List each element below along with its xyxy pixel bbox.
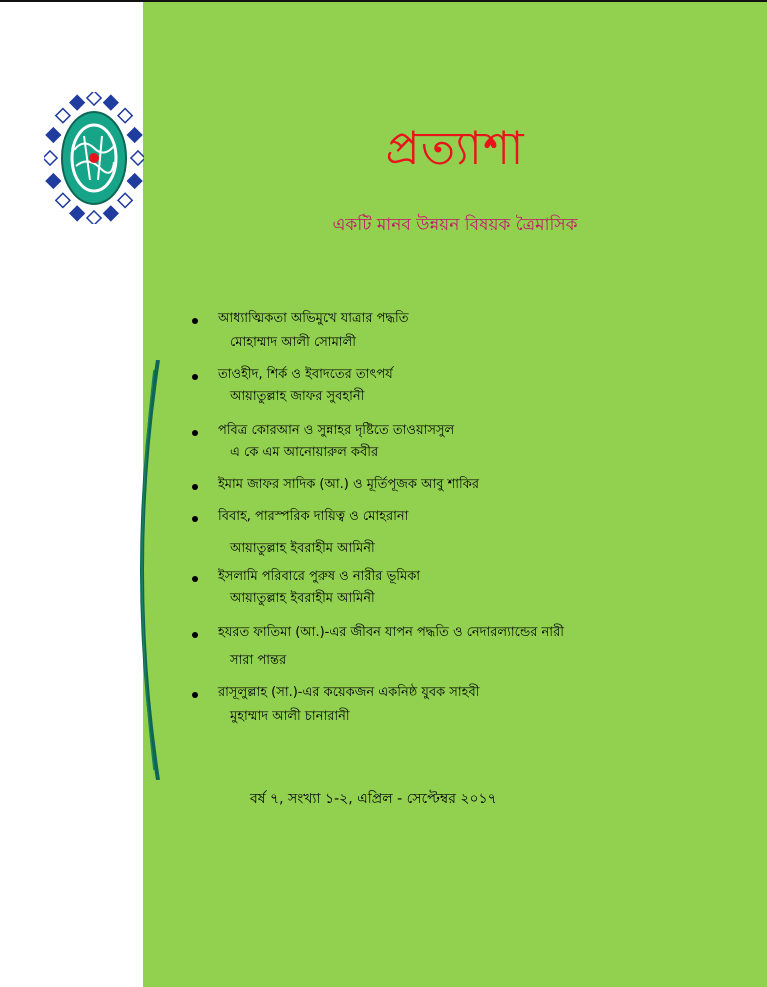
emblem-diamond xyxy=(118,109,132,123)
toc-item xyxy=(192,626,752,678)
emblem-diamond xyxy=(128,174,142,188)
bullet-icon xyxy=(192,430,198,436)
article-author: মুহাম্মাদ আলী চানারানী xyxy=(230,709,350,724)
issue-info: বর্ষ ৭, সংখ্যা ১-২, এপ্রিল - সেপ্টেম্বর ২০১৭ xyxy=(250,791,497,807)
emblem-diamond xyxy=(70,206,84,220)
emblem-logo xyxy=(44,92,144,224)
emblem-diamond xyxy=(56,193,70,207)
emblem-diamond xyxy=(46,128,60,142)
article-title: বিবাহ, পারস্পরিক দায়িত্ব ও মোহরানা xyxy=(218,509,409,524)
emblem-diamond xyxy=(118,193,132,207)
article-author: আয়াতুল্লাহ ইবরাহীম আমিনী xyxy=(230,541,375,556)
magazine-title: প্রত্যাশা xyxy=(385,121,525,175)
article-title: ইমাম জাফর সাদিক (আ.) ও মূর্তিপূজক আবু শাকির xyxy=(218,477,480,492)
toc-item xyxy=(192,424,752,476)
emblem-diamond xyxy=(46,174,60,188)
article-author: আয়াতুল্লাহ জাফর সুবহানী xyxy=(230,389,365,404)
article-author: সারা পান্তর xyxy=(230,653,287,668)
emblem-diamond xyxy=(87,92,101,105)
toc-item xyxy=(192,312,752,364)
emblem-red-dot xyxy=(89,153,99,163)
bullet-icon xyxy=(192,576,198,582)
bullet-icon xyxy=(192,516,198,522)
emblem-diamond xyxy=(56,109,70,123)
article-title: তাওহীদ, শির্ক ও ইবাদতের তাৎপর্য xyxy=(218,367,393,382)
emblem-diamond xyxy=(44,151,57,165)
toc-item xyxy=(192,510,752,562)
article-title: আধ্যাত্মিকতা অভিমুখে যাত্রার পদ্ধতি xyxy=(218,311,409,326)
article-title: ইসলামি পরিবারে পুরুষ ও নারীর ভূমিকা xyxy=(218,569,421,584)
article-title: রাসূলুল্লাহ (সা.)-এর কয়েকজন একনিষ্ঠ যুবক সাহবী xyxy=(218,685,480,700)
magazine-subtitle: একটি মানব উন্নয়ন বিষয়ক ত্রৈমাসিক xyxy=(332,215,578,235)
article-title: পবিত্র কোরআন ও সুন্নাহর দৃষ্টিতে তাওয়াসসুল xyxy=(218,423,455,438)
toc-item xyxy=(192,570,752,622)
article-author: মোহাম্মাদ আলী সোমালী xyxy=(230,335,356,350)
bullet-icon xyxy=(192,374,198,380)
toc-item xyxy=(192,368,752,420)
bullet-icon xyxy=(192,318,198,324)
bullet-icon xyxy=(192,484,198,490)
emblem-diamond xyxy=(104,206,118,220)
emblem-diamond xyxy=(70,95,84,109)
bullet-icon xyxy=(192,632,198,638)
emblem-diamond xyxy=(128,128,142,142)
toc-item xyxy=(192,686,752,738)
decorative-arc xyxy=(124,360,164,780)
article-title: হযরত ফাতিমা (আ.)-এর জীবন যাপন পদ্ধতি ও নেদারল্যান্ডের নারী xyxy=(218,625,564,640)
emblem-diamond xyxy=(87,211,101,224)
emblem-diamond xyxy=(104,95,118,109)
bullet-icon xyxy=(192,692,198,698)
article-author: আয়াতুল্লাহ ইবরাহীম আমিনী xyxy=(230,591,375,606)
article-author: এ কে এম আনোয়ারুল কবীর xyxy=(230,445,379,460)
